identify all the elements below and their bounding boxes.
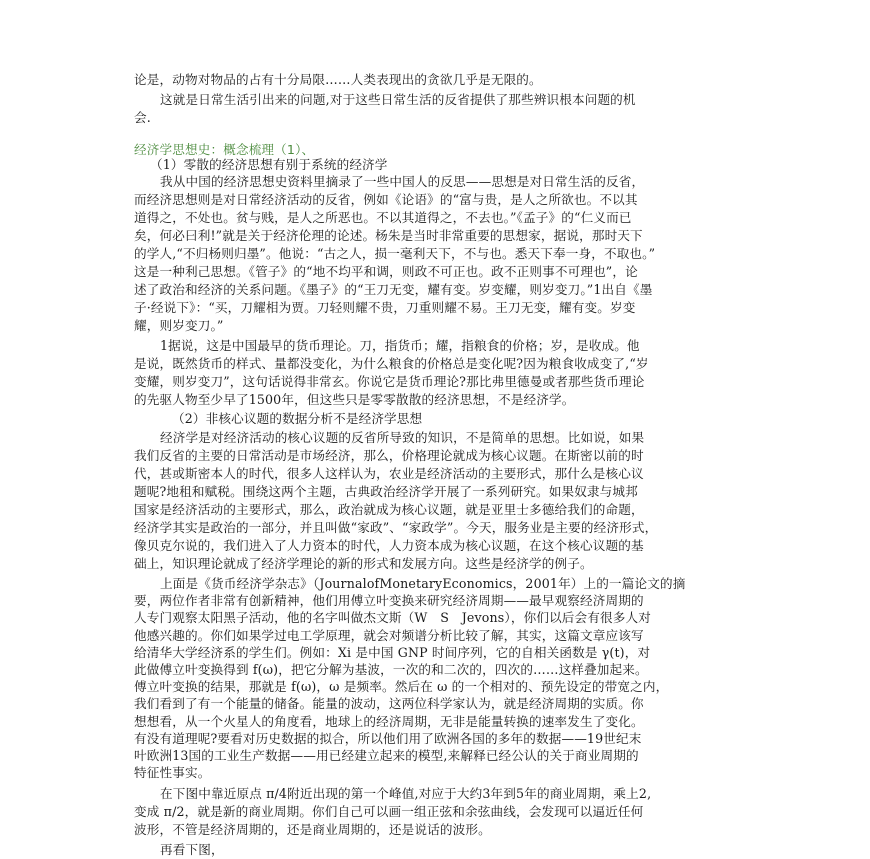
text-line: 我们看到了有一个能量的储备。能量的波动，这两位科学家认为，就是经济周期的实质。你 bbox=[134, 696, 644, 712]
text-line: 会. bbox=[134, 110, 151, 125]
text-line: 叶欧洲13国的工业生产数据——用已经建立起来的模型,来解释已经公认的关于商业周期的 bbox=[134, 748, 639, 763]
text-line: 矣，何必曰利!”就是关于经济伦理的论述。杨朱是当时非常重要的思想家，据说，那时天下 bbox=[134, 228, 643, 243]
text-line: 变耀，则岁变刀”，这句话说得非常玄。你说它是货币理论?那比弗里德曼或者那些货币理论 bbox=[134, 374, 645, 389]
text-line: 这就是日常生活引出来的问题,对于这些日常生活的反省提供了那些辨识根本问题的机 bbox=[160, 92, 636, 107]
text-line: 代，甚或斯密本人的时代，很多人这样认为，农业是经济活动的主要形式，那什么是核心议 bbox=[134, 466, 644, 481]
text-line: 础上，知识理论就成了经济学理论的新的形式和发展方向。这些是经济学的例子。 bbox=[134, 556, 593, 571]
text-line: 论是，动物对物品的占有十分局限……人类表现出的贪欲几乎是无限的。 bbox=[134, 72, 542, 87]
text-line: 子·经说下》：“买，刀耀相为贾。刀轻则耀不贵，刀重则耀不易。王刀无变，耀有变。岁变 bbox=[134, 300, 636, 315]
text-line: 1据说，这是中国最早的货币理论。刀，指货币；耀，指粮食的价格；岁，是收成。他 bbox=[160, 338, 640, 353]
text-line: 要，两位作者非常有创新精神，他们用傅立叶变换来研究经济周期——最早观察经济周期的 bbox=[134, 593, 644, 609]
text-line: 特征性事实。 bbox=[134, 765, 211, 781]
text-line: 而经济思想则是对日常经济活动的反省，例如《论语》的“富与贵，是人之所欲也。不以其 bbox=[134, 192, 638, 207]
text-line: 耀，则岁变刀。” bbox=[134, 318, 224, 333]
text-line: 在下图中靠近原点 π/4附近出现的第一个峰值,对应于大约3年到5年的商业周期，乘上2, bbox=[160, 786, 652, 802]
text-line: 经济学是对经济活动的核心议题的反省所导致的知识，不是简单的思想。比如说，如果 bbox=[160, 430, 645, 445]
text-line: 述了政治和经济的关系问题。《墨子》的“王刀无变，耀有变。岁变耀，则岁变刀。”1出自《墨 bbox=[134, 282, 653, 297]
text-line: 我们反省的主要的日常活动是市场经济，那么，价格理论就成为核心议题。在斯密以前的时 bbox=[134, 448, 644, 463]
text-line: 像贝克尔说的，我们进入了人力资本的时代，人力资本成为核心议题，在这个核心议题的基 bbox=[134, 538, 644, 553]
text-line: 的学人,“不归杨则归墨”。他说：“古之人，损一毫利天下，不与也。悉天下奉一身，不取也。” bbox=[134, 246, 656, 261]
text-line: 此做傅立叶变换得到 f(ω)，把它分解为基波，一次的和二次的，四次的……这样叠加起来。 bbox=[134, 662, 648, 677]
text-line: 题呢?地租和赋税。围绕这两个主题，古典政治经济学开展了一系列研究。如果奴隶与城邦 bbox=[134, 484, 638, 499]
text-line: 变成 π/2，就是新的商业周期。你们自己可以画一组正弦和余弦曲线，会发现可以逼近任何 bbox=[134, 804, 644, 819]
text-line: 人专门观察太阳黑子活动，他的名字叫做杰文斯（W S Jevons），你们以后会有很多人对 bbox=[134, 610, 652, 626]
text-line: 傅立叶变换的结果，那就是 f(ω)，ω 是频率。然后在 ω 的一个相对的、预先设定的带宽之内， bbox=[134, 679, 669, 695]
text-line: 再看下图， bbox=[160, 842, 224, 858]
text-line: 有没有道理呢?要看对历史数据的拟合，所以他们用了欧洲各国的多年的数据——19世纪末 bbox=[134, 730, 642, 746]
text-line: 道得之，不处也。贫与贱，是人之所恶也。不以其道得之，不去也。”《孟子》的“仁义而已 bbox=[134, 210, 632, 225]
text-line: 波形，不管是经济周期的，还是商业周期的，还是说话的波形。 bbox=[134, 821, 491, 837]
text-line: 想想看，从一个火星人的角度看，地球上的经济周期，无非是能量转换的速率发生了变化。 bbox=[134, 713, 644, 729]
text-line: 是说，既然货币的样式、量都没变化，为什么粮食的价格总是变化呢?因为粮食收成变了,“岁 bbox=[134, 356, 649, 371]
subsection-heading: （2）非核心议题的数据分析不是经济学思想 bbox=[172, 411, 423, 426]
text-line: 经济学其实是政治的一部分，并且叫做“家政”、“家政学”。今天，服务业是主要的经济形式， bbox=[134, 520, 658, 535]
text-line: 给清华大学经济系的学生们。例如：Xi 是中国 GNP 时间序列，它的自相关函数是 γ(t)，对 bbox=[134, 644, 651, 660]
text-line: 我从中国的经济思想史资料里摘录了一些中国人的反思——思想是对日常生活的反省， bbox=[160, 174, 645, 189]
subsection-heading: （1）零散的经济思想有别于系统的经济学 bbox=[150, 157, 388, 172]
text-line: 这是一种利己思想。《管子》的“地不均平和调，则政不可正也。政不正则事不可理也”，论 bbox=[134, 264, 638, 279]
section-heading: 经济学思想史：概念梳理（1）、 bbox=[134, 142, 315, 157]
text-line: 国家是经济活动的主要形式，那么，政治就成为核心议题，就是亚里士多德给我们的命题， bbox=[134, 502, 644, 517]
text-line: 的先驱人物至少早了1500年，但这些只是零零散散的经济思想，不是经济学。 bbox=[134, 392, 575, 407]
text-line: 他感兴趣的。你们如果学过电工学原理，就会对频谱分析比较了解，其实，这篇文章应该写 bbox=[134, 627, 644, 643]
text-line: 上面是《货币经济学杂志》（JournalofMonetaryEconomics，2001年）上的一篇论文的摘 bbox=[160, 576, 686, 591]
